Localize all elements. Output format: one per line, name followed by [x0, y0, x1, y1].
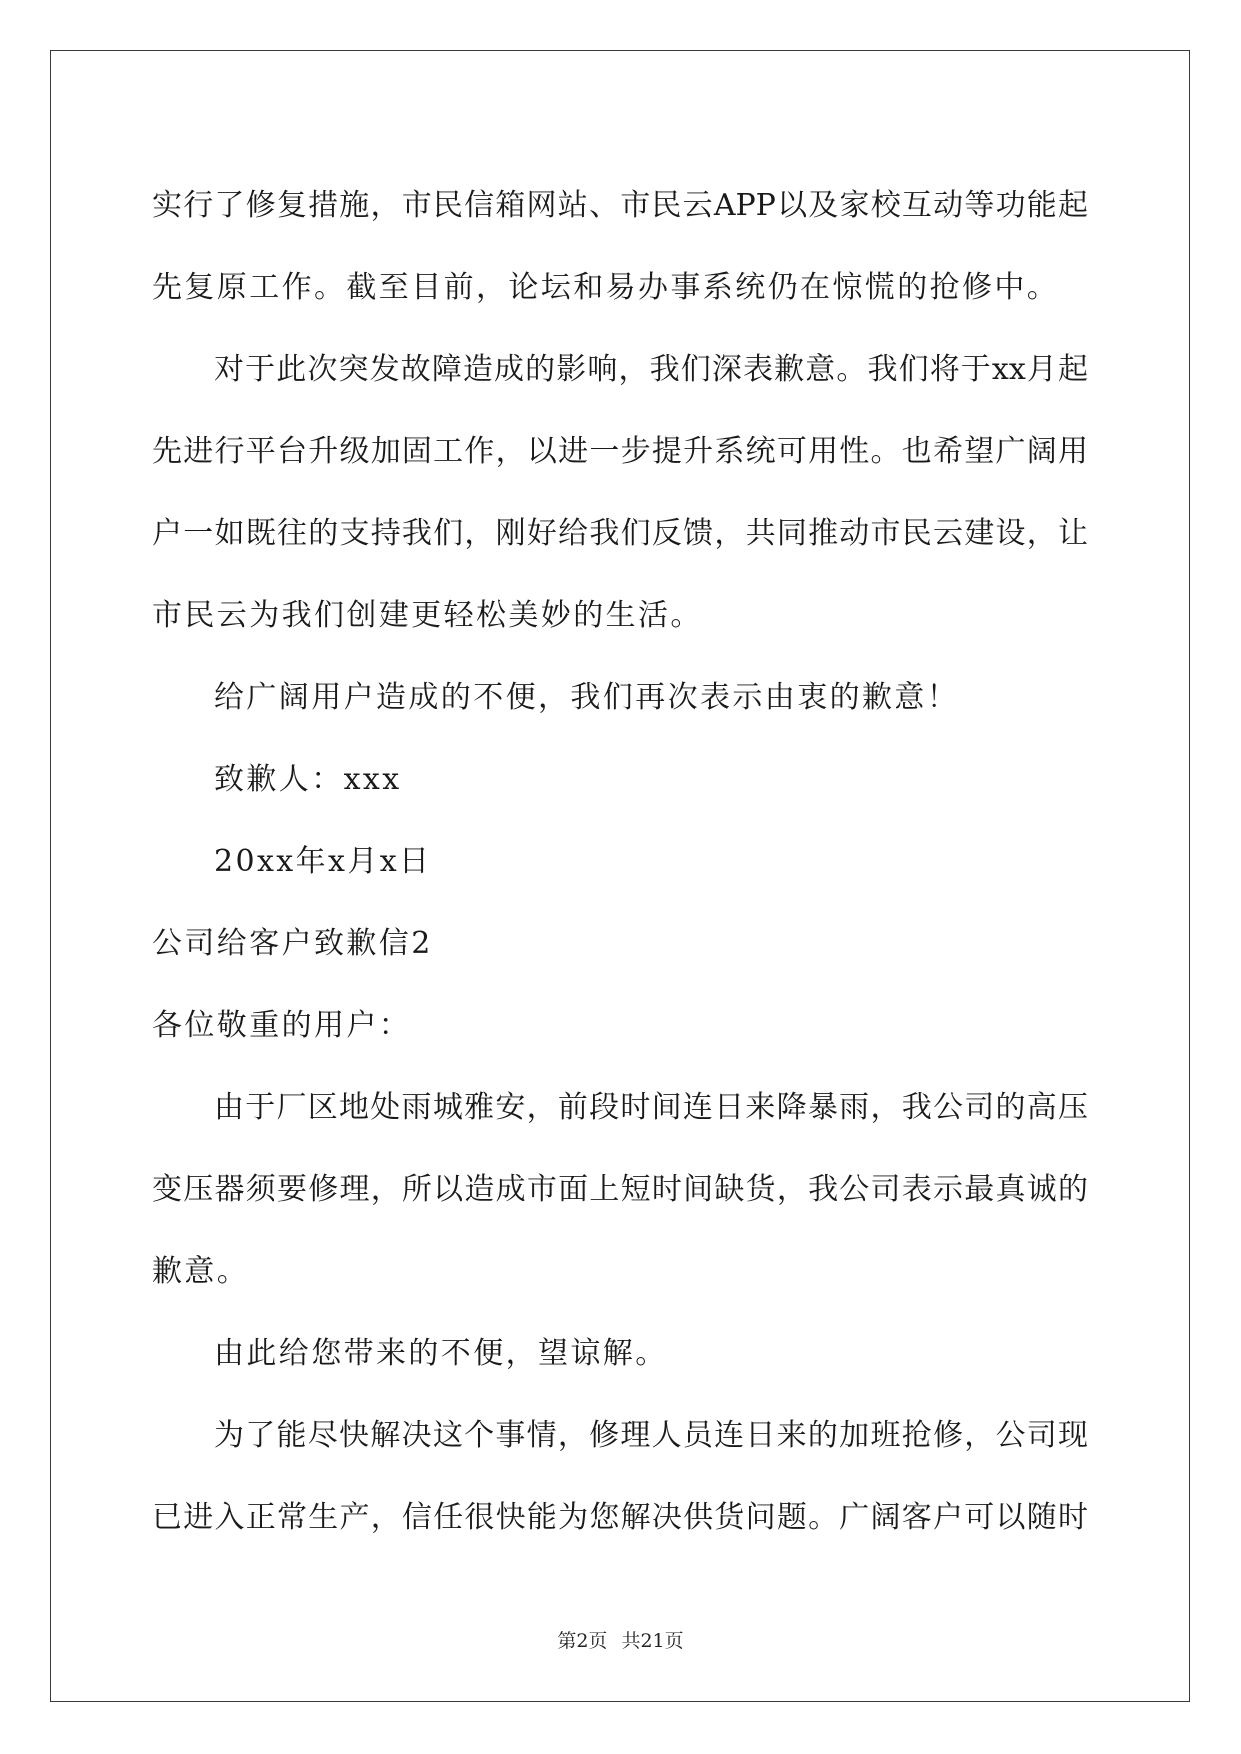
paragraph-line: 已进入正常生产，信任很快能为您解决供货问题。广阔客户可以随时: [152, 1500, 1088, 1535]
paragraph-line: 对于此次突发故障造成的影响，我们深表歉意。我们将于xx月起: [214, 352, 1088, 387]
date-line: 20xx年x月x日: [214, 844, 432, 879]
salutation: 各位敬重的用户：: [152, 1008, 412, 1043]
paragraph-line: 变压器须要修理，所以造成市面上短时间缺货，我公司表示最真诚的: [152, 1172, 1088, 1207]
signature-line: 致歉人：xxx: [214, 762, 402, 797]
paragraph-line: 为了能尽快解决这个事情，修理人员连日来的加班抢修，公司现: [214, 1418, 1088, 1453]
document-body: [152, 165, 1088, 1559]
page-total: 共21页: [621, 1630, 684, 1652]
paragraph-line: 由于厂区地处雨城雅安，前段时间连日来降暴雨，我公司的高压: [214, 1090, 1088, 1125]
paragraph-line: 歉意。: [152, 1254, 250, 1289]
paragraph-line: 户一如既往的支持我们，刚好给我们反馈，共同推动市民云建设，让: [152, 516, 1088, 551]
paragraph-line: 给广阔用户造成的不便，我们再次表示由衷的歉意！: [214, 680, 960, 715]
page-number: 第2页: [557, 1630, 608, 1652]
paragraph-line: 先进行平台升级加固工作，以进一步提升系统可用性。也希望广阔用: [152, 434, 1088, 469]
paragraph-line: 实行了修复措施，市民信箱网站、市民云APP以及家校互动等功能起: [152, 188, 1088, 223]
paragraph-line: 市民云为我们创建更轻松美妙的生活。: [152, 598, 703, 633]
section-title: 公司给客户致歉信2: [152, 926, 433, 961]
page-footer: [0, 1626, 1241, 1653]
paragraph-line: 先复原工作。截至目前，论坛和易办事系统仍在惊慌的抢修中。: [152, 270, 1060, 305]
paragraph-line: 由此给您带来的不便，望谅解。: [214, 1336, 668, 1371]
